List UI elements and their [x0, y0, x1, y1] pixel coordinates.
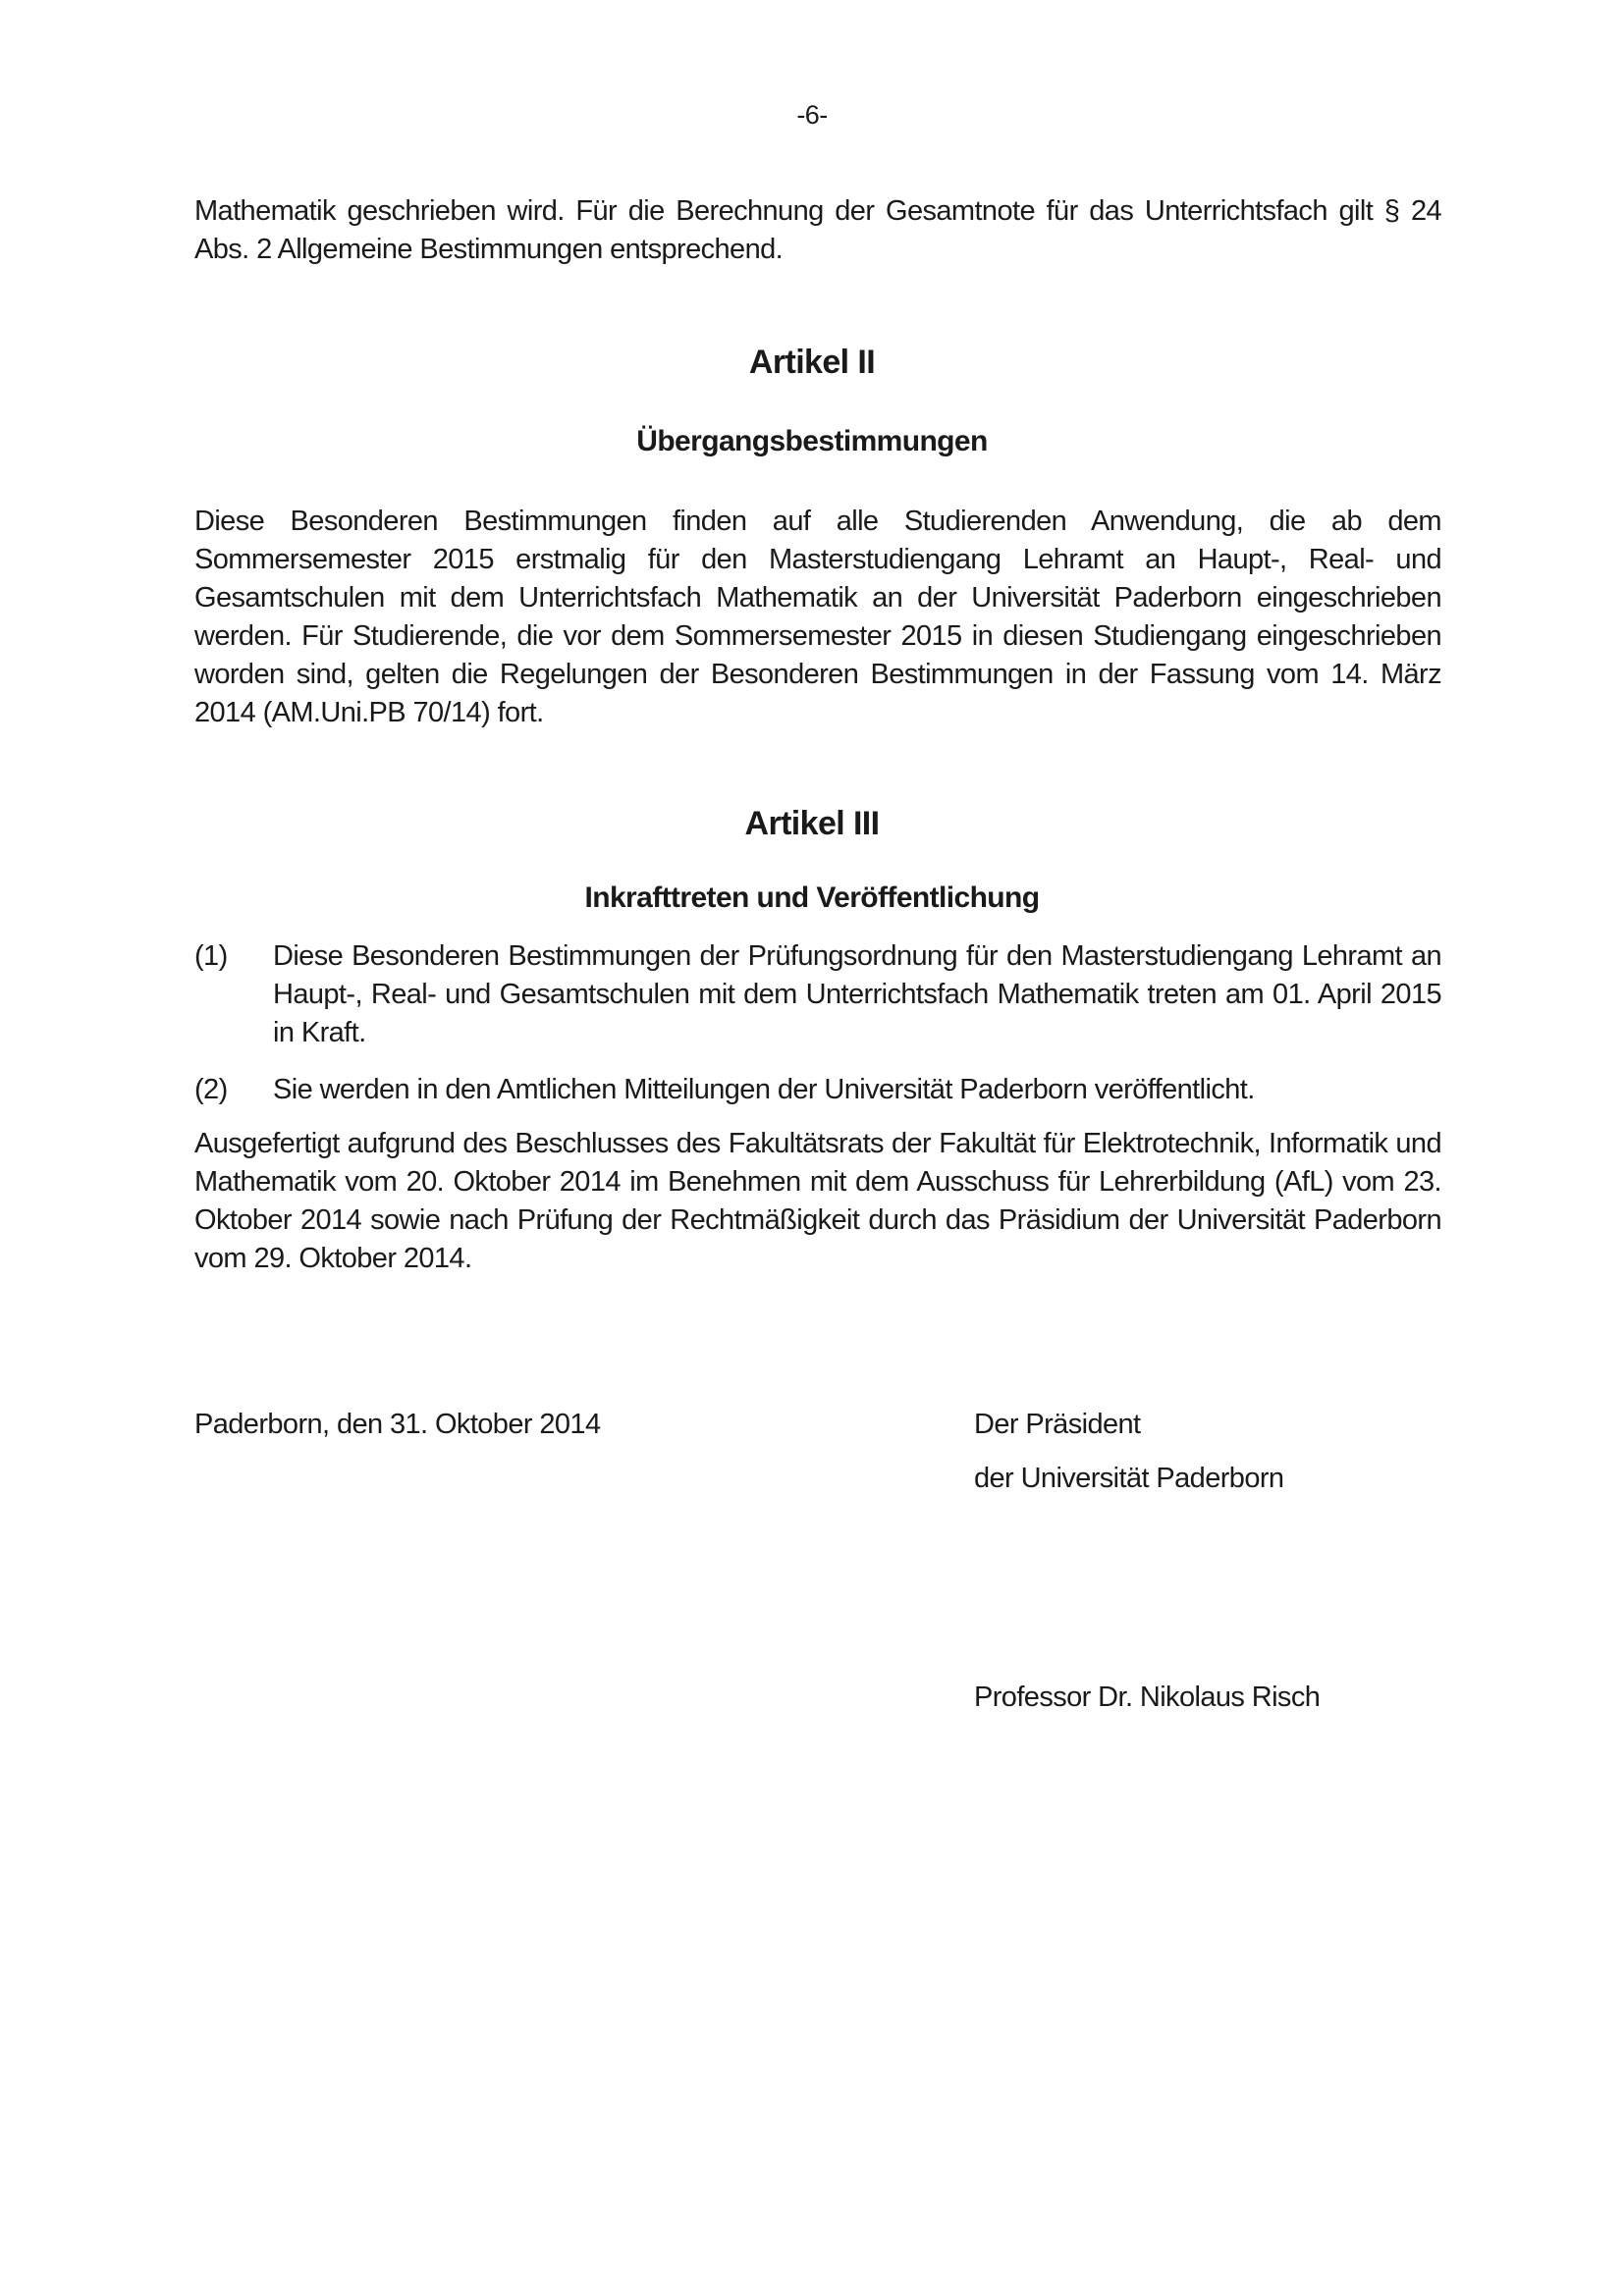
artikel-3-subtitle: Inkrafttreten und Veröffentlichung	[584, 881, 1040, 914]
artikel-2-title: Artikel II	[748, 344, 876, 381]
closing-paragraph: Ausgefertigt aufgrund des Beschlusses des Fakultätsrats der Fakultät für Elektrotechnik, Informatik und Mathematik vom 20. Oktober 2014 im Benehmen mit dem Ausschuss für Lehrerbildung (AfL) vom 23. Oktober 2014 sowie nach Prüfung der Rechtmäßigkeit durch das Präsidium der Universität Paderborn vom 29. Oktober 2014.	[194, 1128, 1441, 1274]
intro-paragraph: Mathematik geschrieben wird. Für die Berechnung der Gesamtnote für das Unterrichtsfach gilt § 24 Abs. 2 Allgemeine Bestimmungen entsprechend.	[194, 195, 1441, 265]
artikel-2-subtitle: Übergangsbestimmungen	[636, 425, 988, 457]
signature-role-line1: Der Präsident	[974, 1409, 1141, 1440]
artikel-3-title: Artikel III	[744, 805, 880, 842]
signature-role-line2: der Universität Paderborn	[974, 1463, 1284, 1494]
list-item-number: (1)	[194, 940, 228, 972]
list-item	[194, 937, 1441, 1052]
list-item-text: Sie werden in den Amtlichen Mitteilungen der Universität Paderborn veröffentlicht.	[273, 1074, 1255, 1105]
signature-name: Professor Dr. Nikolaus Risch	[974, 1682, 1321, 1713]
signature-place-date: Paderborn, den 31. Oktober 2014	[194, 1409, 601, 1440]
list-item-number: (2)	[194, 1074, 228, 1105]
artikel-2-body: Diese Besonderen Bestimmungen finden auf alle Studierenden Anwendung, die ab dem Sommersemester 2015 erstmalig für den Masterstudiengang Lehramt an Haupt-, Real- und Gesamtschulen mit dem Unterrichtsfach Mathematik an der Universität Paderborn eingeschrieben werden. Für Studierende, die vor dem Sommersemester 2015 in diesen Studiengang eingeschrieben worden sind, gelten die Regelungen der Besonderen Bestimmungen in der Fassung vom 14. März 2014 (AM.Uni.PB 70/14) fort.	[194, 506, 1441, 728]
list-item-text: Diese Besonderen Bestimmungen der Prüfungsordnung für den Masterstudiengang Lehramt an Haupt-, Real- und Gesamtschulen mit dem Unterrichtsfach Mathematik treten am 01. April 2015 in Kraft.	[273, 940, 1441, 1048]
list-item	[194, 1071, 1441, 1109]
page-number: -6-	[796, 100, 828, 130]
